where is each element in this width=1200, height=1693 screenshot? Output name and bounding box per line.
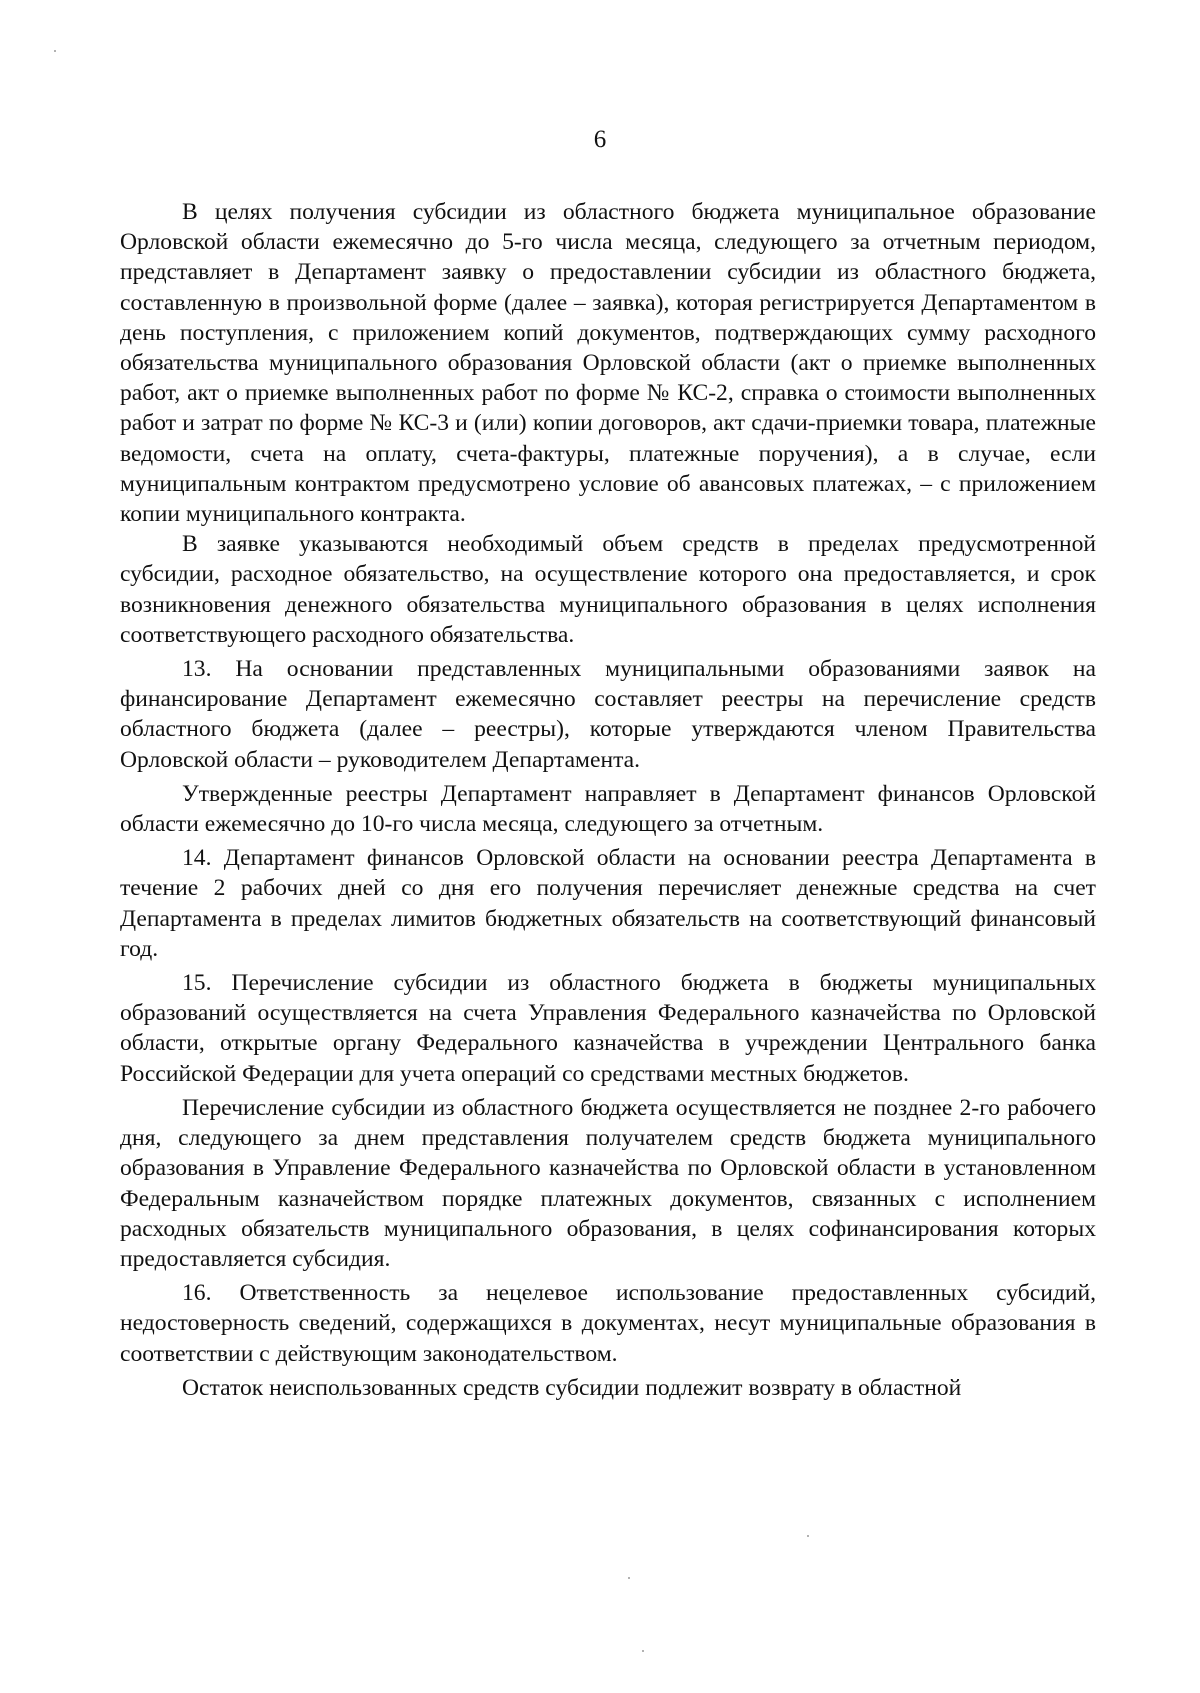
scan-speck	[54, 50, 56, 52]
page-number: 6	[593, 126, 607, 153]
paragraph-transfer-timing: Перечисление субсидии из областного бюджета осуществляется не позднее 2-го рабочего дня, следующего за днем представления получателем средств бюджета муниципального образования в Управление Федерального казначейства по Орловской области в установленном Федеральным казначейством порядке платежных документов, связанных с исполнением расходных обязательств муниципального образования, в целях софинансирования которых предоставляется субсидия.	[120, 1094, 1096, 1272]
paragraph-14: 14. Департамент финансов Орловской области на основании реестра Департамента в течение 2 рабочих дней со дня его получения перечисляет денежные средства на счет Департамента в пределах лимитов бюджетных обязательств на соответствующий финансовый год.	[120, 845, 1096, 962]
paragraph-15: 15. Перечисление субсидии из областного бюджета в бюджеты муниципальных образований осуществляется на счета Управления Федерального казначейства по Орловской области, открытые органу Федерального казначейства в учреждении Центрального банка Российской Федерации для учета операций со средствами местных бюджетов.	[120, 970, 1096, 1087]
scan-speck	[628, 1577, 630, 1579]
scan-speck	[642, 1650, 644, 1652]
paragraph-application-contents: В заявке указываются необходимый объем средств в пределах предусмотренной субсидии, расходное обязательство, на осуществление которого она предоставляется, и срок возникновения денежного обязательства муниципального образования в целях исполнения соответствующего расходного обязательства.	[120, 531, 1096, 648]
paragraph-remainder: Остаток неиспользованных средств субсидии подлежит возврату в областной	[182, 1374, 962, 1401]
scan-speck	[807, 1535, 809, 1537]
document-body	[120, 197, 1096, 1403]
paragraph-registers: Утвержденные реестры Департамент направляет в Департамент финансов Орловской области ежемесячно до 10-го числа месяца, следующего за отчетным.	[120, 780, 1096, 838]
paragraph-13: 13. На основании представленных муниципальными образованиями заявок на финансирование Департамент ежемесячно составляет реестры на перечисление средств областного бюджета (далее – реестры), которые утверждаются членом Правительства Орловской области – руководителем Департамента.	[120, 656, 1096, 773]
paragraph-16: 16. Ответственность за нецелевое использование предоставленных субсидий, недостоверность сведений, содержащихся в документах, несут муниципальные образования в соответствии с действующим законодательством.	[120, 1280, 1096, 1367]
paragraph-application: В целях получения субсидии из областного бюджета муниципальное образование Орловской области ежемесячно до 5-го числа месяца, следующего за отчетным периодом, представляет в Департамент заявку о предоставлении субсидии из областного бюджета, составленную в произвольной форме (далее – заявка), которая регистрируется Департаментом в день поступления, с приложением копий документов, подтверждающих сумму расходного обязательства муниципального образования Орловской области (акт о приемке выполненных работ, акт о приемке выполненных работ по форме № КС-2, справка о стоимости выполненных работ и затрат по форме № КС-3 и (или) копии договоров, акт сдачи-приемки товара, платежные ведомости, счета на оплату, счета-фактуры, платежные поручения), а в случае, если муниципальным контрактом предусмотрено условие об авансовых платежах, – с приложением копии муниципального контракта.	[120, 199, 1096, 528]
